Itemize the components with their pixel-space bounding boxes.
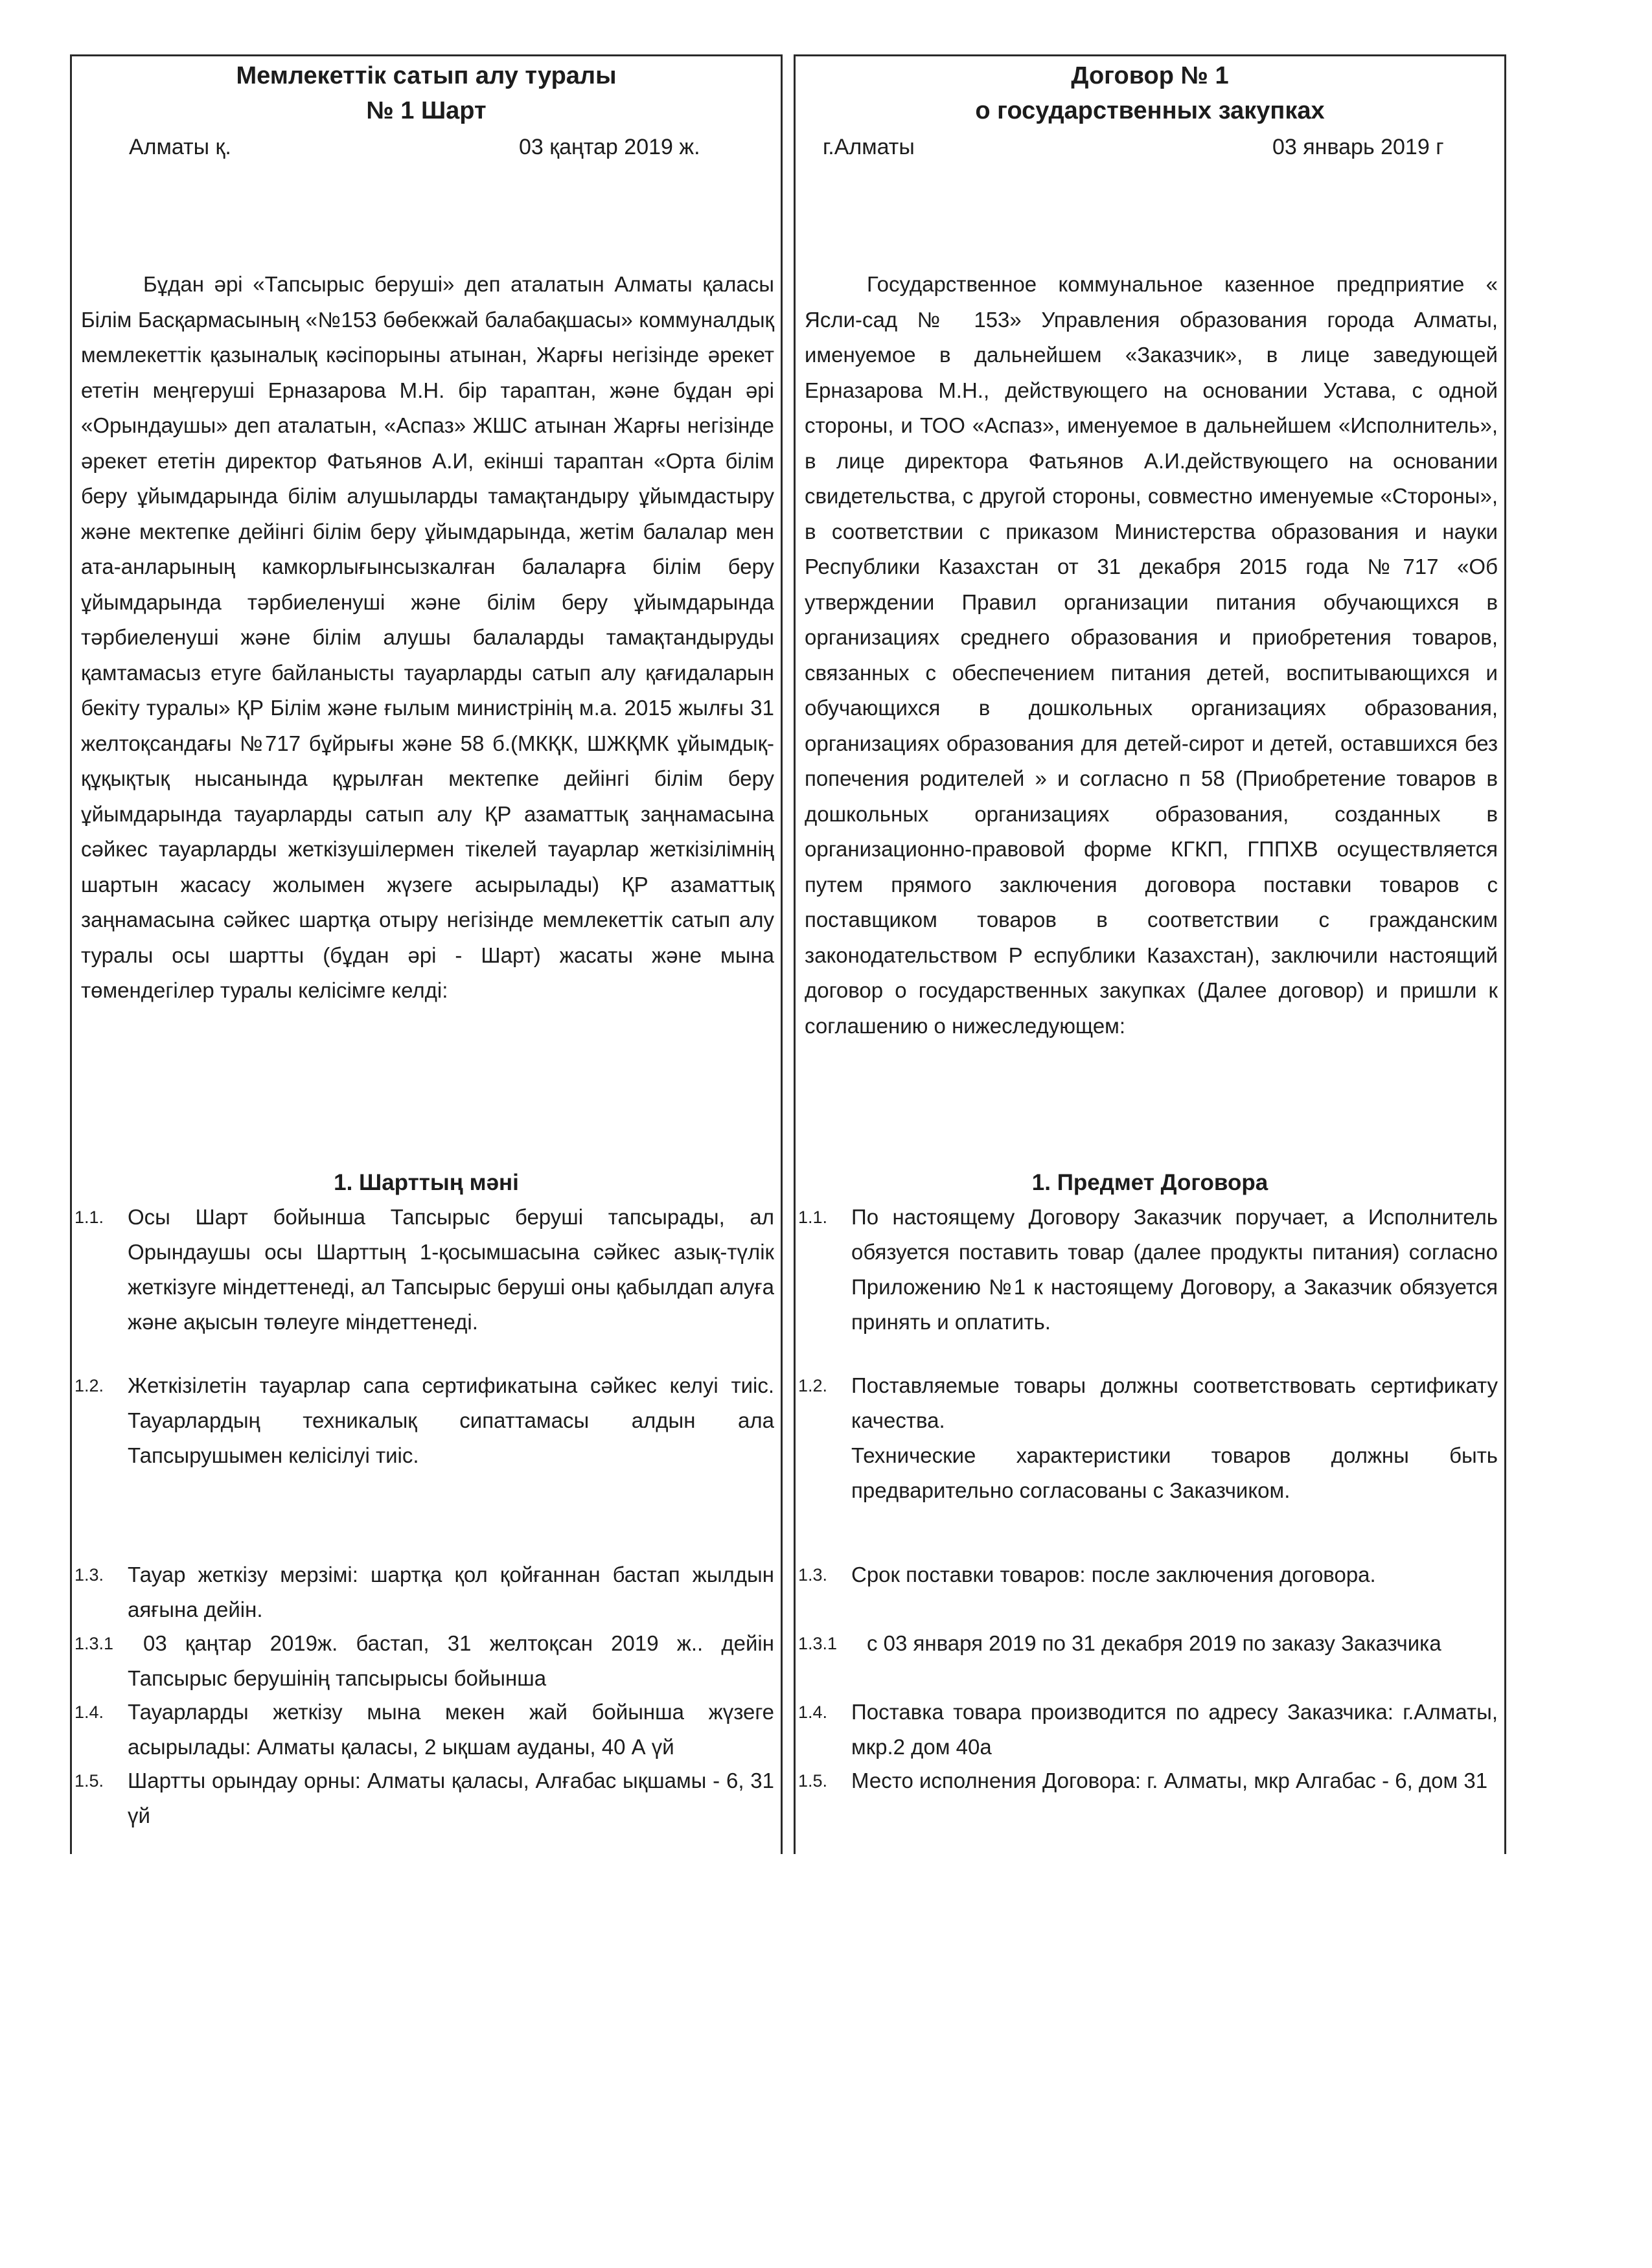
clause-text: Тауарларды жеткізу мына мекен жай бойынша жүзеге асырылады: Алматы қаласы, 2 ықшам ауданы, 40 А үй	[128, 1700, 774, 1759]
clause-text: Поставка товара производится по адресу Заказчика: г.Алматы, мкр.2 дом 40а	[851, 1700, 1498, 1759]
ru-clause-1-4	[798, 1695, 1498, 1765]
ru-clause-1-2	[798, 1368, 1498, 1508]
clause-text: Срок поставки товаров: после заключения договора.	[851, 1563, 1376, 1586]
kz-clause-1-1	[75, 1200, 774, 1340]
ru-clause-1-5	[798, 1763, 1498, 1798]
clause-text: с 03 января 2019 по 31 декабря 2019 по заказу Заказчика	[867, 1631, 1441, 1655]
clause-text: Тауар жеткізу мерзімі: шартқа қол қойғаннан бастап жылдын аяғына дейін.	[128, 1563, 774, 1621]
ru-title-line2: о государственных закупках	[975, 97, 1325, 124]
kz-clause-1-4	[75, 1695, 774, 1765]
ru-clause-1-1	[798, 1200, 1498, 1340]
ru-section1-title: 1. Предмет Договора	[1031, 1170, 1268, 1195]
clause-number: 1.4.	[75, 1702, 104, 1722]
clause-number: 1.3.1	[798, 1634, 838, 1653]
clause-text: Шартты орындау орны: Алматы қаласы, Алғабас ықшамы - 6, 31 үй	[128, 1769, 774, 1827]
clause-text-continued: Технические характеристики товаров должны быть предварительно согласованы с Заказчиком.	[851, 1443, 1498, 1502]
clause-text: Место исполнения Договора: г. Алматы, мкр Алгабас - 6, дом 31	[851, 1769, 1488, 1793]
russian-column	[794, 54, 1506, 1854]
clause-number: 1.5.	[798, 1771, 828, 1791]
ru-preamble: Государственное коммунальное казенное предприятие « Ясли-сад № 153» Управления образования города Алматы, именуемое в дальнейшем «Заказчик», в лице заведующей Ерназарова М.Н., действующего на основании Устава, с одной стороны, и ТОО «Аспаз», именуемое в дальнейшем «Исполнитель», в лице директора Фатьянов А.И.действующего на основании свидетельства, с другой стороны, совместно именуемые «Стороны», в соответствии с приказом Министерства образования и науки Республики Казахстан от 31 декабря 2015 года №717 «Об утверждении Правил организации питания обучающихся в организациях среднего образования и приобретения товаров, связанных с обеспечением питания детей, воспитывающихся и обучающихся в дошкольных организациях образования, организациях образования для детей-сирот и детей, оставшихся без попечения родителей » и согласно п 58 (Приобретение товаров в дошкольных организациях образования, созданных в организационно-правовой форме КГКП, ГППХВ осуществляется путем прямого заключения договора поставки товаров с поставщиком товаров в соответствии с гражданским законодательством Р еспублики Казахстан), заключили настоящий договор о государственных закупках (Далее договор) и пришли к соглашению о нижеследующем:	[805, 272, 1498, 1038]
clause-number: 1.3.1	[75, 1634, 114, 1653]
ru-title	[796, 58, 1504, 128]
kz-date: 03 қаңтар 2019 ж.	[519, 135, 700, 159]
ru-title-line1: Договор № 1	[1071, 62, 1229, 89]
clause-number: 1.4.	[798, 1702, 828, 1722]
clause-text: 03 қаңтар 2019ж. бастап, 31 желтоқсан 2019 ж.. дейін Тапсырыс берушінің тапсырысы бойынша	[128, 1631, 774, 1690]
kz-preamble: Бұдан әрі «Тапсырыс беруші» деп аталатын Алматы қаласы Білім Басқармасының «№153 бөбекжай балабақшасы» коммуналдық мемлекеттік қазыналық кәсіпорыны атынан, Жарғы негізінде әрекет ететін меңгеруші Ерназарова М.Н. бір тараптан, және бұдан әрі «Орындаушы» деп аталатын, «Аспаз» ЖШС атынан Жарғы негізінде әрекет ететін директор Фатьянов А.И, екінші тараптан «Орта білім беру ұйымдарында білім алушыларды тамақтандыру ұйымдастыру және мектепке дейінгі білім беру ұйымдарында, жетім балалар мен ата-анларының камкорлығынсызкалған балаларға білім беру ұйымдарында тәрбиеленуші және білім беру ұйымдарында тәрбиеленуші және білім алушы балаларды тамақтандыруды қамтамасыз етуге байланысты тауарларды сатып алу қағидаларын бекіту туралы» ҚР Білім және ғылым министрінің м.а. 2015 жылғы 31 желтоқсандағы №717 бұйрығы және 58 б.(МКҚК, ШЖҚМК ұйымдық-құқықтық нысанында құрылған мектепке дейінгі білім беру ұйымдарында тауарларды сатып алу ҚР азаматтық заңнамасына сәйкес тауарларды жеткізушілермен тікелей тауарлар жеткізілімнің шартын жасасу жолымен жүзеге асырылады) ҚР азаматтық заңнамасына сәйкес шартқа отыру негізінде мемлекеттік сатып алу туралы осы шартты (бұдан әрі - Шарт) жасаты және мына төмендегілер туралы келісімге келді:	[81, 272, 774, 1002]
clause-number: 1.1.	[798, 1208, 828, 1227]
ru-clause-1-3-1	[798, 1626, 1498, 1661]
kz-clause-1-3	[75, 1557, 774, 1627]
kz-clause-1-3-1	[75, 1626, 774, 1696]
kz-city: Алматы қ.	[129, 135, 231, 159]
kazakh-column	[70, 54, 783, 1854]
clause-number: 1.2.	[798, 1376, 828, 1395]
ru-clause-1-3	[798, 1557, 1498, 1592]
ru-date: 03 январь 2019 г	[1272, 135, 1444, 159]
column-top-border	[72, 54, 781, 56]
clause-text: Осы Шарт бойынша Тапсырыс беруші тапсырады, ал Орындаушы осы Шарттың 1-қосымшасына сәйкес азық-түлік жеткізуге міндеттенеді, ал Тапсырыс беруші оны қабылдап алуға және ақысын төлеуге міндеттенеді.	[128, 1205, 774, 1334]
kz-section1-title: 1. Шарттың мәні	[334, 1170, 519, 1195]
clause-number: 1.5.	[75, 1771, 104, 1791]
ru-city: г.Алматы	[823, 135, 915, 159]
kz-title	[72, 58, 781, 128]
clause-number: 1.1.	[75, 1208, 104, 1227]
clause-text: Поставляемые товары должны соответствовать сертификату качества.	[851, 1373, 1498, 1432]
clause-number: 1.3.	[798, 1565, 828, 1585]
clause-number: 1.3.	[75, 1565, 104, 1585]
clause-text: Жеткізілетін тауарлар сапа сертификатына сәйкес келуі тиіс. Тауарлардың техникалық сипаттамасы алдын ала Тапсырушымен келісілуі тиіс.	[128, 1373, 774, 1467]
kz-clause-1-5	[75, 1763, 774, 1833]
clause-text: По настоящему Договору Заказчик поручает, а Исполнитель обязуется поставить товар (далее продукты питания) согласно Приложению №1 к настоящему Договору, а Заказчик обязуется принять и оплатить.	[851, 1205, 1498, 1334]
clause-number: 1.2.	[75, 1376, 104, 1395]
kz-title-line2: № 1 Шарт	[366, 97, 487, 124]
kz-clause-1-2	[75, 1368, 774, 1473]
column-top-border	[796, 54, 1504, 56]
kz-title-line1: Мемлекеттік сатып алу туралы	[236, 62, 617, 89]
